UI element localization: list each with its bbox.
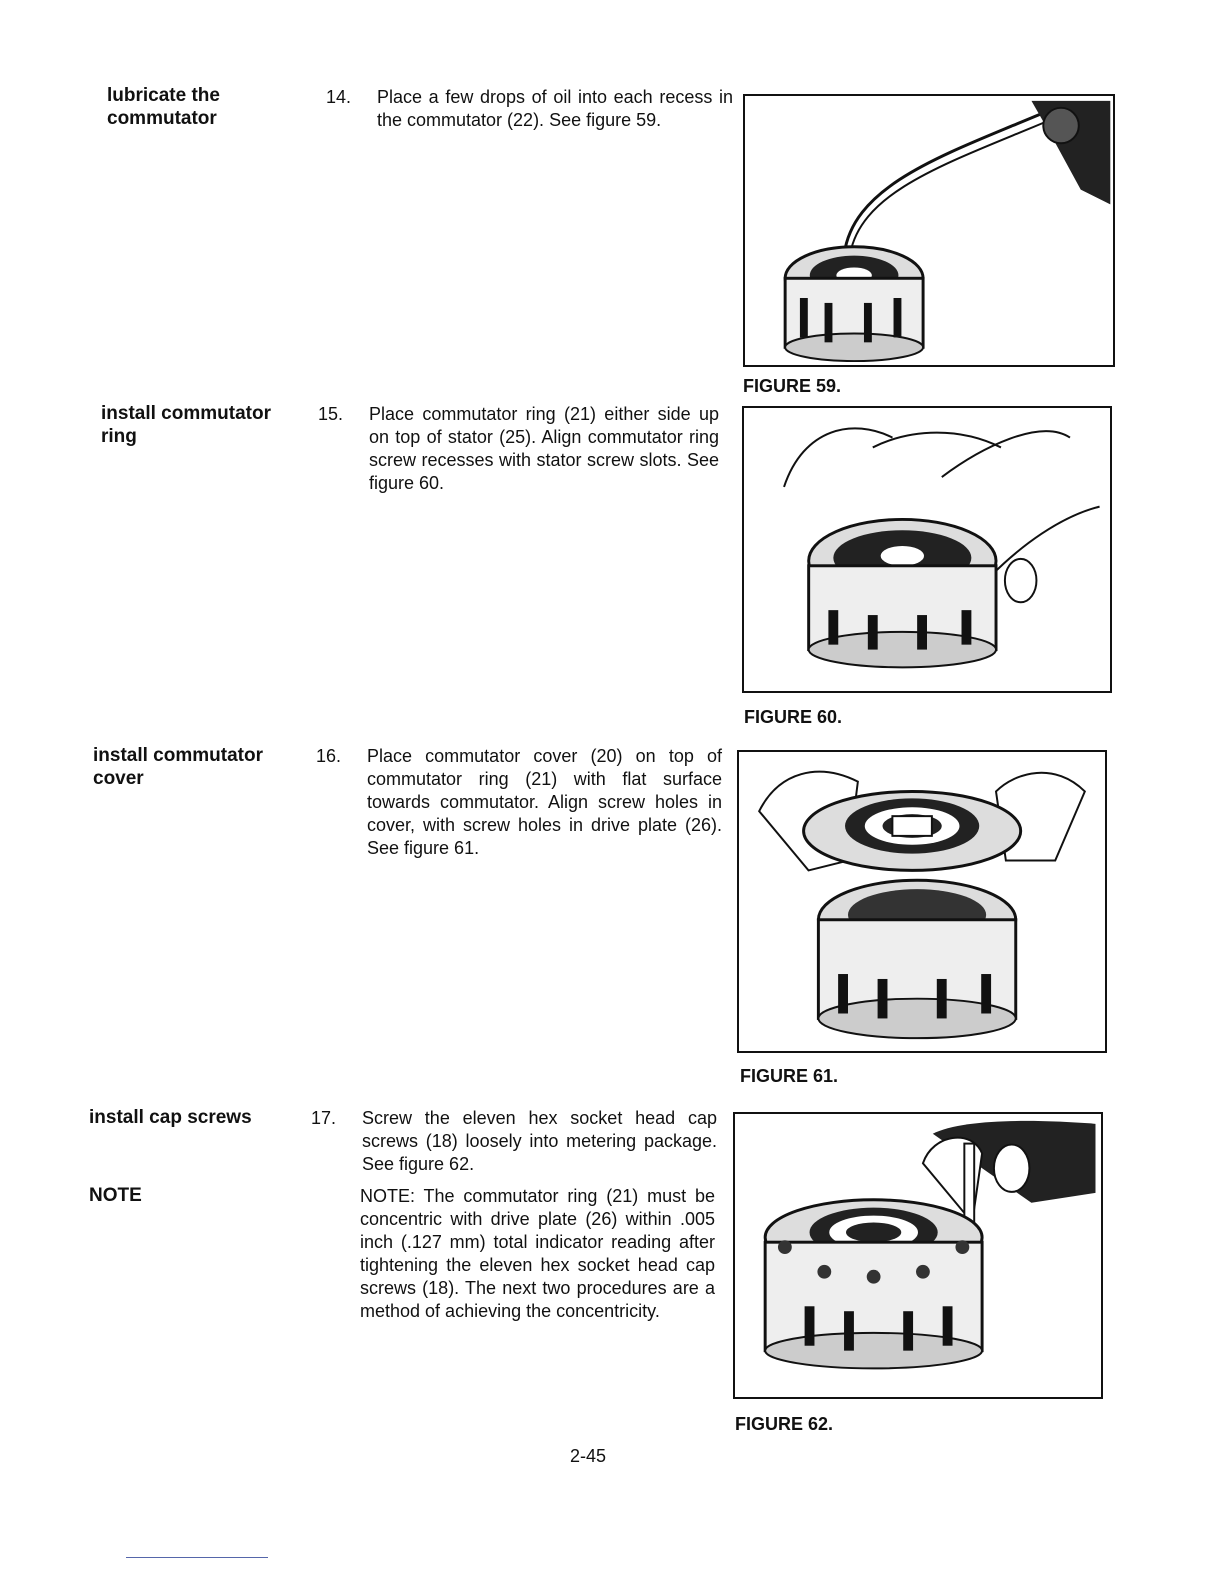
- step-16-heading-line-2: cover: [93, 768, 144, 789]
- figure-61-illustration: [739, 752, 1105, 1051]
- step-14-heading-line-1: lubricate the: [107, 85, 220, 106]
- step-14-heading-line-2: commutator: [107, 108, 217, 129]
- figure-62: [733, 1112, 1103, 1399]
- figure-61: [737, 750, 1107, 1053]
- step-17-text: Screw the eleven hex socket head cap screws (18) loosely into metering package. See figure 62.: [362, 1108, 717, 1174]
- step-17-heading: [89, 1106, 252, 1129]
- step-14-text: Place a few drops of oil into each recess in the commutator (22). See figure 59.: [377, 87, 733, 130]
- figure-61-caption: FIGURE 61.: [740, 1066, 839, 1086]
- step-16-heading-line-1: install commutator: [93, 745, 263, 766]
- step-16-number: 16.: [316, 746, 342, 766]
- step-15-heading-line-2: ring: [101, 426, 137, 447]
- figure-60: [742, 406, 1112, 693]
- step-17-number: 17.: [311, 1108, 337, 1128]
- figure-60-illustration: [744, 408, 1110, 691]
- step-16-heading: [93, 744, 263, 790]
- step-15-heading: [101, 402, 271, 448]
- figure-62-illustration: [735, 1114, 1101, 1397]
- note-label: NOTE: [89, 1185, 142, 1206]
- figure-59-caption: FIGURE 59.: [743, 376, 842, 396]
- note-text: NOTE: The commutator ring (21) must be concentric with drive plate (26) within .005 inch (.127 mm) total indicator reading after tightening the eleven hex socket head cap screws (18). The next two procedures are a method of achieving the concentricity.: [360, 1186, 715, 1321]
- step-15-heading-line-1: install commutator: [101, 403, 271, 424]
- step-16-text: Place commutator cover (20) on top of commutator ring (21) with flat surface towards commutator. Align screw holes in cover, with screw holes in drive plate (26). See figure 61.: [367, 746, 722, 858]
- page-number: 2-45: [570, 1446, 607, 1466]
- step-17-heading-line-1: install cap screws: [89, 1107, 252, 1128]
- step-14-heading: [107, 84, 220, 130]
- step-15-number: 15.: [318, 404, 344, 424]
- figure-60-caption: FIGURE 60.: [744, 707, 843, 727]
- figure-59: [743, 94, 1115, 367]
- step-15-text: Place commutator ring (21) either side up on top of stator (25). Align commutator ring screw recesses with stator screw slots. See figure 60.: [369, 404, 719, 493]
- figure-59-illustration: [745, 96, 1113, 365]
- step-14-number: 14.: [326, 87, 352, 107]
- figure-62-caption: FIGURE 62.: [735, 1414, 834, 1434]
- bottom-rule: [126, 1557, 268, 1558]
